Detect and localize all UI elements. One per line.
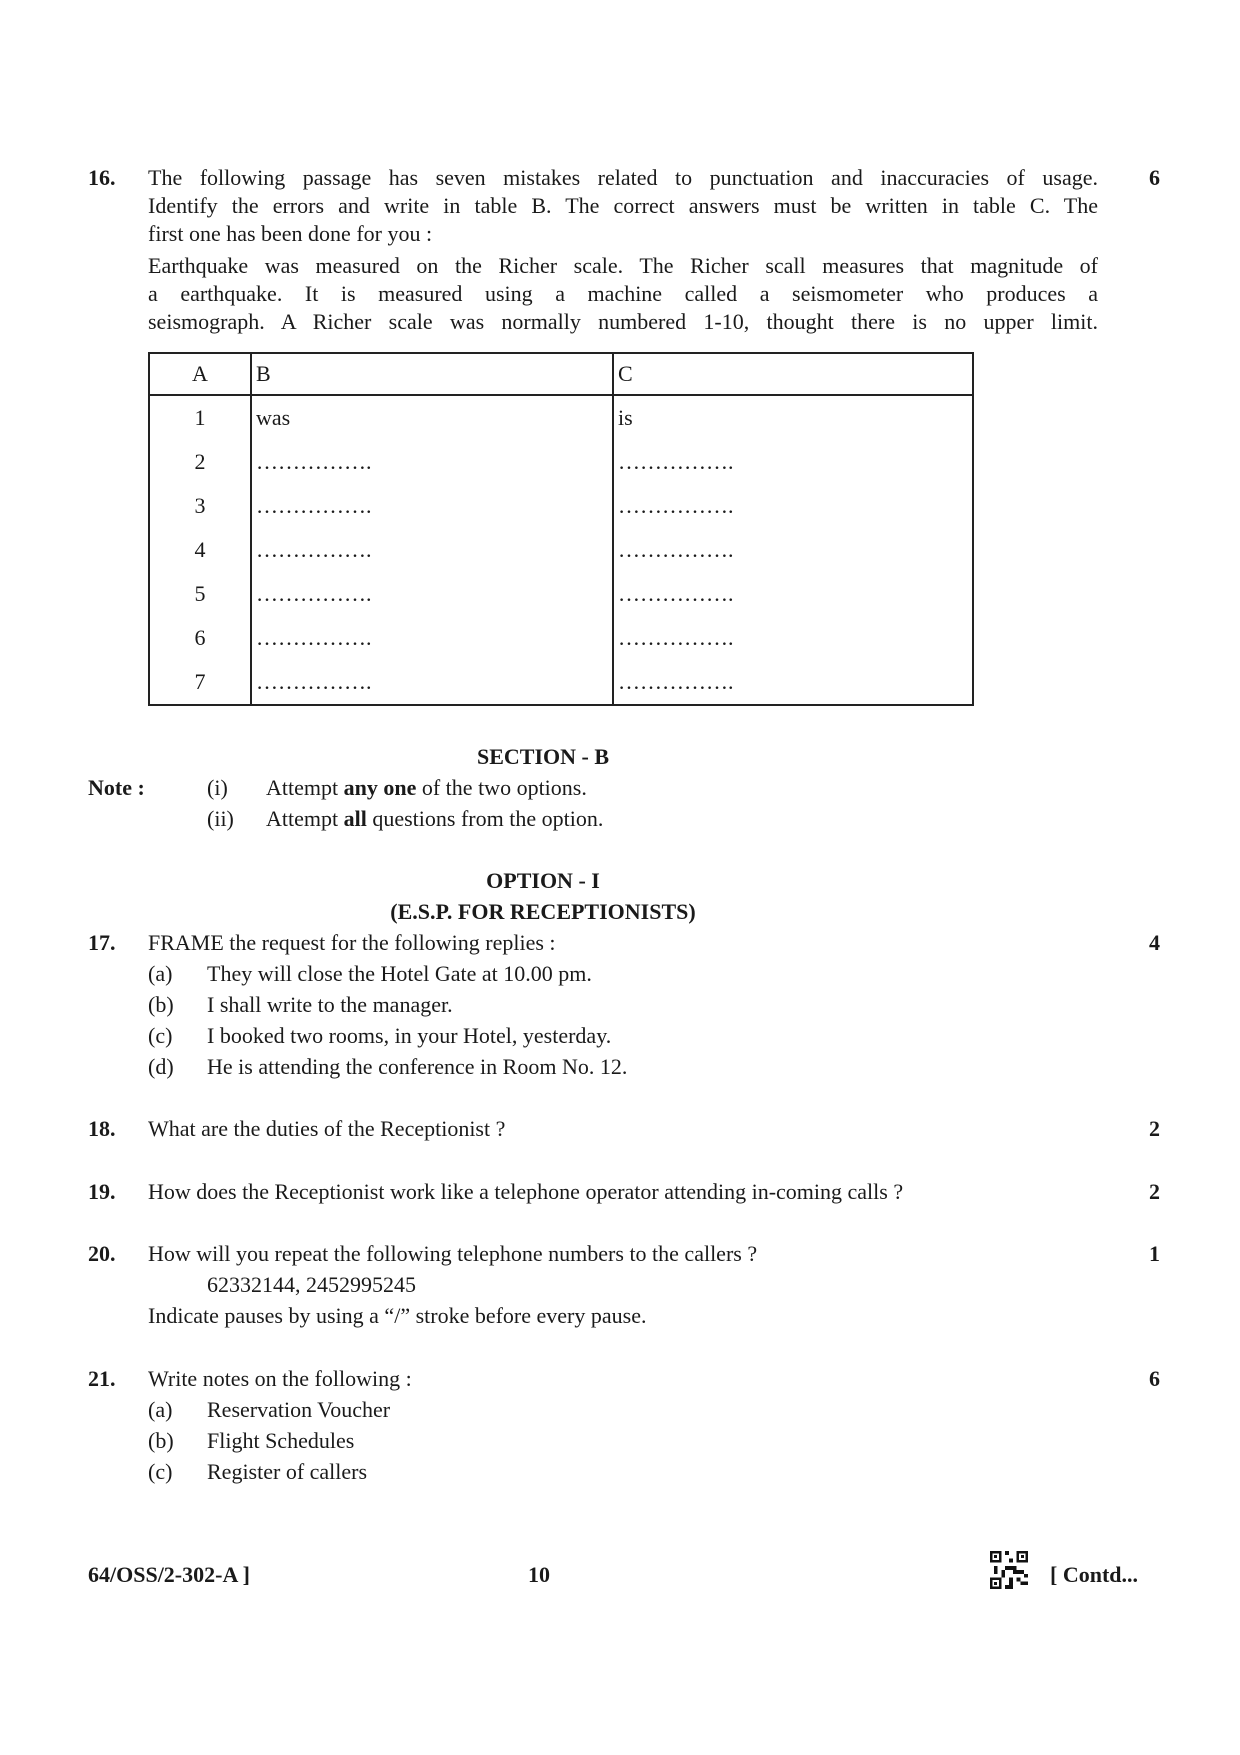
q21-item-text: Flight Schedules	[207, 1428, 355, 1453]
q21-item-label: (c)	[148, 1459, 173, 1484]
table-cell-c: …………….	[613, 440, 973, 484]
note-text-1: Attempt any one of the two options.	[266, 775, 587, 800]
table-cell-a: 3	[149, 484, 251, 528]
table-header-b: B	[251, 353, 613, 395]
table-cell-c: …………….	[613, 572, 973, 616]
q17-item-text: I booked two rooms, in your Hotel, yesterday.	[207, 1023, 612, 1048]
table-row	[149, 484, 973, 528]
table-row	[149, 440, 973, 484]
table-cell-c: is	[613, 395, 973, 440]
table-cell-a: 6	[149, 616, 251, 660]
table-row	[149, 572, 973, 616]
option-subtitle: (E.S.P. FOR RECEPTIONISTS)	[390, 899, 696, 924]
page-number: 10	[528, 1562, 550, 1587]
question-number-20: 20.	[88, 1241, 116, 1266]
q17-item-label: (c)	[148, 1023, 173, 1048]
note-number-1: (i)	[207, 775, 228, 800]
q16-passage-2: a earthquake. It is measured using a machine called a seismometer who produces a	[148, 281, 1098, 306]
table-cell-a: 7	[149, 660, 251, 705]
table-row	[149, 660, 973, 705]
note-text-2: Attempt all questions from the option.	[266, 806, 604, 831]
question-number-17: 17.	[88, 930, 116, 955]
table-cell-b: …………….	[251, 660, 613, 705]
question-number-18: 18.	[88, 1116, 116, 1141]
q21-item-label: (b)	[148, 1428, 174, 1453]
marks-21: 6	[1149, 1366, 1160, 1391]
table-cell-a: 2	[149, 440, 251, 484]
qr-code-icon	[990, 1551, 1028, 1589]
marks-17: 4	[1149, 930, 1160, 955]
q17-item-text: I shall write to the manager.	[207, 992, 453, 1017]
table-cell-b: was	[251, 395, 613, 440]
question-number-16: 16.	[88, 165, 116, 190]
table-cell-a: 4	[149, 528, 251, 572]
q21-item-text: Reservation Voucher	[207, 1397, 391, 1422]
question-number-19: 19.	[88, 1179, 116, 1204]
q19-text: How does the Receptionist work like a telephone operator attending in-coming calls ?	[148, 1179, 904, 1204]
table-cell-b: …………….	[251, 440, 613, 484]
q16-line-1: The following passage has seven mistakes related to punctuation and inaccuracies of usage.	[148, 165, 1098, 190]
table-cell-c: …………….	[613, 528, 973, 572]
q17-text: FRAME the request for the following replies :	[148, 930, 556, 955]
q20-text: How will you repeat the following telephone numbers to the callers ?	[148, 1241, 758, 1266]
q21-text: Write notes on the following :	[148, 1366, 412, 1391]
q17-item-text: They will close the Hotel Gate at 10.00 pm.	[207, 961, 592, 986]
note-number-2: (ii)	[207, 806, 234, 831]
table-cell-a: 1	[149, 395, 251, 440]
table-header-row	[149, 353, 973, 395]
q16-passage-3: seismograph. A Richer scale was normally numbered 1-10, thought there is no upper limit.	[148, 309, 1098, 334]
marks-18: 2	[1149, 1116, 1160, 1141]
table-header-c: C	[613, 353, 973, 395]
marks-16: 6	[1149, 165, 1160, 190]
option-title: OPTION - I	[486, 868, 600, 893]
q20-phone-numbers: 62332144, 2452995245	[207, 1272, 416, 1297]
table-row	[149, 528, 973, 572]
table-row	[149, 395, 973, 440]
table-cell-c: …………….	[613, 484, 973, 528]
q21-item-text: Register of callers	[207, 1459, 368, 1484]
q18-text: What are the duties of the Receptionist ?	[148, 1116, 506, 1141]
q16-line-3: first one has been done for you :	[148, 221, 433, 246]
marks-20: 1	[1149, 1241, 1160, 1266]
continued-marker: [ Contd...	[1050, 1562, 1139, 1587]
table-cell-c: …………….	[613, 660, 973, 705]
question-number-21: 21.	[88, 1366, 116, 1391]
marks-19: 2	[1149, 1179, 1160, 1204]
table-cell-a: 5	[149, 572, 251, 616]
q17-item-label: (d)	[148, 1054, 174, 1079]
table-cell-b: …………….	[251, 616, 613, 660]
table-cell-b: …………….	[251, 528, 613, 572]
q17-item-label: (b)	[148, 992, 174, 1017]
note-label: Note :	[88, 775, 145, 800]
table-cell-b: …………….	[251, 572, 613, 616]
q16-line-2: Identify the errors and write in table B. The correct answers must be written in table C. The	[148, 193, 1098, 218]
section-b-title: SECTION - B	[476, 744, 610, 769]
q16-passage-1: Earthquake was measured on the Richer scale. The Richer scall measures that magnitude of	[148, 253, 1098, 278]
answer-table	[148, 352, 974, 706]
table-cell-b: …………….	[251, 484, 613, 528]
table-cell-c: …………….	[613, 616, 973, 660]
q21-item-label: (a)	[148, 1397, 173, 1422]
q17-item-label: (a)	[148, 961, 173, 986]
table-header-a: A	[149, 353, 251, 395]
q20-instruction: Indicate pauses by using a “/” stroke before every pause.	[148, 1303, 647, 1328]
paper-code: 64/OSS/2-302-A ]	[88, 1562, 250, 1587]
q17-item-text: He is attending the conference in Room No. 12.	[207, 1054, 628, 1079]
table-row	[149, 616, 973, 660]
